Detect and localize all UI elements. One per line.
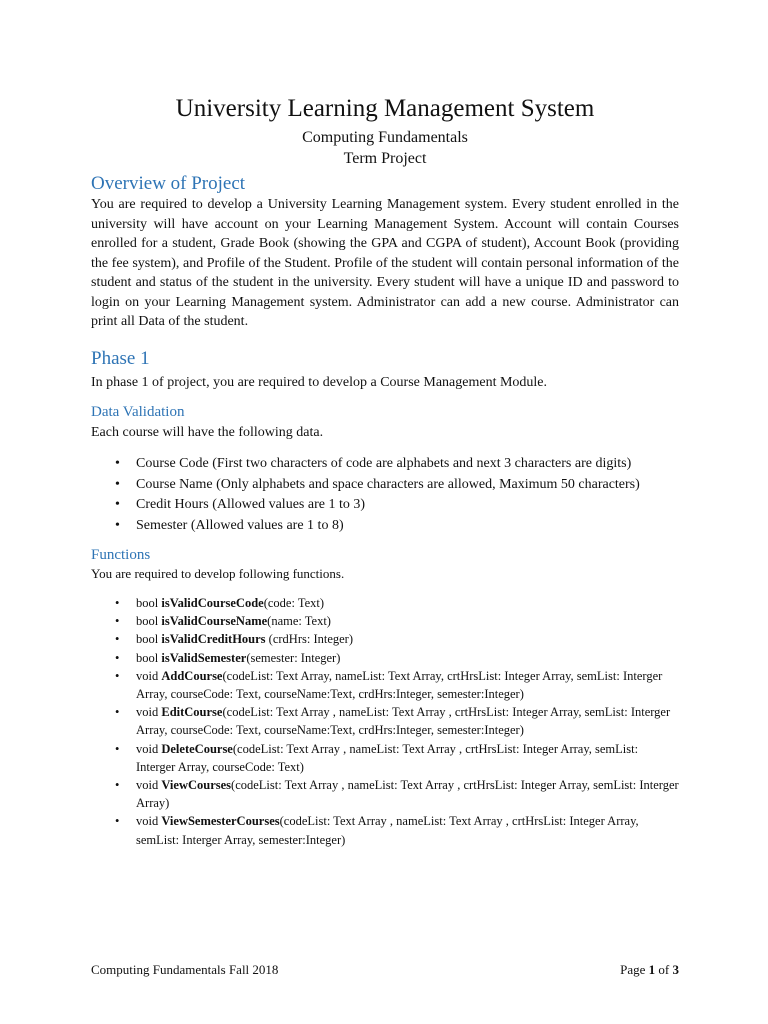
overview-heading: Overview of Project: [91, 173, 246, 194]
function-params: (semester: Integer): [246, 650, 341, 665]
functions-intro: You are required to develop following functions.: [91, 566, 345, 581]
list-item: [91, 703, 679, 739]
function-name: isValidCourseCode: [161, 596, 264, 610]
list-item: [91, 740, 679, 776]
phase1-heading: Phase 1: [91, 348, 150, 369]
function-name: isValidCourseName: [161, 614, 268, 629]
page-total: 3: [672, 962, 679, 977]
list-item: • Credit Hours (Allowed values are 1 to 3): [91, 495, 679, 516]
function-params: (crdHrs: Integer): [265, 632, 354, 647]
document-title: University Learning Management System: [175, 95, 595, 122]
function-return-type: void: [136, 668, 162, 683]
course-subtitle: Computing Fundamentals: [302, 129, 468, 146]
data-validation-intro: Each course will have the following data.: [91, 425, 324, 440]
function-params: (codeList: Text Array , nameList: Text Array , crtHrsList: Integer Array, semList: Interger Array): [136, 778, 679, 811]
function-return-type: void: [136, 778, 162, 793]
page-label: Page: [620, 962, 649, 977]
function-return-type: bool: [136, 650, 162, 665]
function-params: (codeList: Text Array, nameList: Text Array, crtHrsList: Integer Array, semList: Interger Array, courseCode: Text, courseName:Text, crdHrs:Integer, semester:Integer): [136, 668, 663, 702]
list-item: [91, 630, 679, 648]
function-return-type: bool: [136, 632, 162, 647]
function-name: DeleteCourse: [161, 741, 233, 756]
function-name: isValidCreditHours: [161, 632, 266, 647]
project-subtitle: Term Project: [343, 150, 427, 167]
list-item: [91, 649, 679, 667]
function-name: AddCourse: [161, 668, 223, 683]
list-item: [91, 812, 679, 848]
page-number: [620, 961, 679, 979]
footer-course-label: Computing Fundamentals Fall 2018: [91, 962, 279, 977]
function-name: EditCourse: [161, 705, 223, 720]
list-item: [91, 667, 679, 703]
function-params: (codeList: Text Array , nameList: Text Array , crtHrsList: Integer Array, semList: Interger Array, courseCode: Text): [136, 741, 639, 774]
page-of-label: of: [655, 962, 673, 977]
function-name: ViewSemesterCourses: [161, 814, 280, 829]
data-validation-heading: Data Validation: [91, 404, 185, 420]
function-name: isValidSemester: [161, 650, 247, 665]
function-return-type: void: [136, 741, 162, 756]
list-item: • Course Name (Only alphabets and space characters are allowed, Maximum 50 characters): [91, 475, 679, 496]
functions-list: [91, 594, 679, 849]
function-params: (code: Text): [263, 596, 325, 610]
overview-paragraph: You are required to develop a University Learning Management system. Every student enrolled in the university will have account on your Learning Management System. Account will contain Courses enrolled for a student, Grade Book (showing the GPA and CGPA of student), Account Book (providing the fee system), and Profile of the Student. Profile of the student will contain personal information of the student and status of the student in the university. Every student will have a unique ID and password to login on your Learning Management system. Administrator can add a new course. Administrator can print all Data of the student.: [91, 197, 679, 329]
list-item: [91, 776, 679, 812]
phase1-paragraph: In phase 1 of project, you are required to develop a Course Management Module.: [91, 375, 548, 390]
data-validation-list: [91, 454, 679, 536]
function-return-type: bool: [136, 596, 162, 610]
list-item: • Semester (Allowed values are 1 to 8): [91, 516, 679, 537]
function-return-type: void: [136, 705, 162, 720]
function-return-type: void: [136, 814, 162, 829]
functions-heading: Functions: [91, 547, 151, 563]
function-params: (codeList: Text Array , nameList: Text Array , crtHrsList: Integer Array, semList: Interger Array, semester:Integer): [136, 814, 639, 847]
page-current: 1: [648, 962, 656, 977]
function-return-type: bool: [136, 614, 162, 629]
list-item: [91, 594, 679, 612]
function-params: (codeList: Text Array , nameList: Text Array , crtHrsList: Integer Array, semList: Interger Array, courseCode: Text, courseName:Text, crdHrs:Integer, semester:Integer): [136, 705, 671, 738]
function-params: (name: Text): [267, 614, 331, 629]
function-name: ViewCourses: [161, 778, 232, 793]
list-item: • Course Code (First two characters of code are alphabets and next 3 characters are digits): [91, 454, 679, 475]
list-item: [91, 612, 679, 630]
